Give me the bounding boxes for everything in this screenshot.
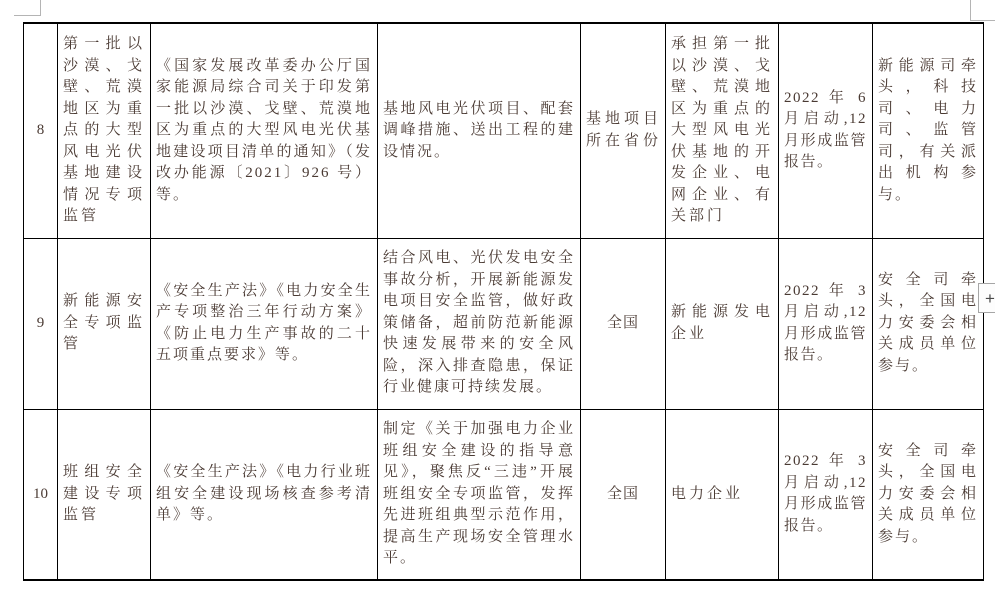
schedule-cell: 2022 年 3 月启动,12 月形成监管报告。 (779, 409, 873, 580)
project-name-cell: 新能源安全专项监管 (58, 238, 151, 409)
supervision-plan-table (23, 22, 984, 581)
supervision-content-cell: 制定《关于加强电力企业班组安全建设的指导意见》，聚焦反“三违”开展班组安全专项监管，发挥先进班组典型示范作用，提高生产现场安全管理水平。 (378, 409, 581, 580)
table-row (24, 23, 984, 238)
scope-cell: 基地项目所在省份 (581, 23, 666, 238)
plus-icon: + (985, 288, 995, 308)
scope-cell: 全国 (581, 409, 666, 580)
schedule-cell: 2022 年 3 月启动,12 月形成监管报告。 (779, 238, 873, 409)
target-entities-cell: 电力企业 (666, 409, 779, 580)
organizer-cell: 新能源司牵头，科技司、电力司、监管司，有关派出机构参与。 (873, 23, 984, 238)
schedule-cell: 2022 年 6 月启动,12 月形成监管报告。 (779, 23, 873, 238)
supervision-content-cell: 基地风电光伏项目、配套调峰措施、送出工程的建设情况。 (378, 23, 581, 238)
organizer-cell: 安全司牵头，全国电力安委会相关成员单位参与。 (873, 409, 984, 580)
organizer-cell: 安全司牵头，全国电力安委会相关成员单位参与。 (873, 238, 984, 409)
legal-basis-cell: 《安全生产法》《电力安全生产专项整治三年行动方案》《防止电力生产事故的二十五项重点要求》等。 (151, 238, 378, 409)
row-number-cell: 9 (24, 238, 58, 409)
add-button[interactable] (978, 283, 995, 313)
project-name-cell: 第一批以沙漠、戈壁、荒漠地区为重点的大型风电光伏基地建设情况专项监管 (58, 23, 151, 238)
row-number-cell: 8 (24, 23, 58, 238)
target-entities-cell: 新能源发电企业 (666, 238, 779, 409)
legal-basis-cell: 《安全生产法》《电力行业班组安全建设现场核查参考清单》等。 (151, 409, 378, 580)
table-row (24, 238, 984, 409)
page-margin-mark-top-left (14, 0, 41, 16)
legal-basis-cell: 《国家发展改革委办公厅国家能源局综合司关于印发第一批以沙漠、戈壁、荒漠地区为重点的大型风电光伏基地建设项目清单的通知》（发改办能源〔2021〕926 号）等。 (151, 23, 378, 238)
page-margin-mark-top-right (970, 0, 995, 21)
project-name-cell: 班组安全建设专项监管 (58, 409, 151, 580)
supervision-content-cell: 结合风电、光伏发电安全事故分析，开展新能源发电项目安全监管，做好政策储备，超前防范新能源快速发展带来的安全风险，深入排查隐患，保证行业健康可持续发展。 (378, 238, 581, 409)
scope-cell: 全国 (581, 238, 666, 409)
table-row (24, 409, 984, 580)
target-entities-cell: 承担第一批以沙漠、戈壁、荒漠地区为重点的大型风电光伏基地的开发企业、电网企业、有关部门 (666, 23, 779, 238)
row-number-cell: 10 (24, 409, 58, 580)
